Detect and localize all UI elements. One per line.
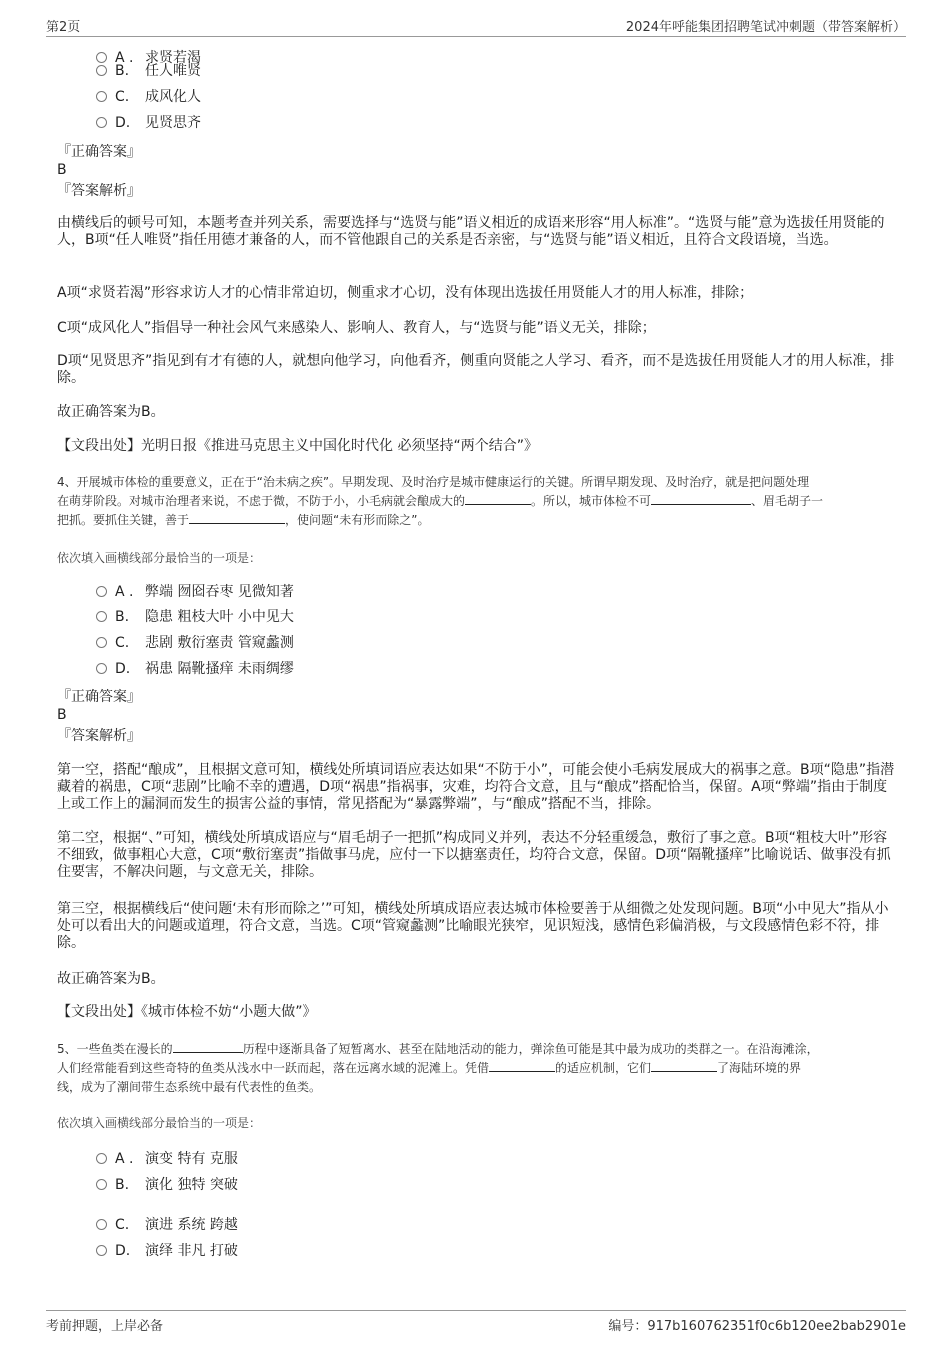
page-header (46, 14, 906, 37)
radio-icon[interactable] (96, 586, 107, 597)
q4-option-b[interactable]: B. 隐患 粗枝大叶 小中见大 (96, 607, 294, 627)
q4-prompt: 依次填入画横线部分最恰当的一项是： (57, 551, 262, 565)
radio-icon[interactable] (96, 65, 107, 76)
q4-option-d[interactable]: D. 祸患 隔靴搔痒 未雨绸缪 (96, 659, 294, 679)
page-number: 第2页 (46, 20, 81, 35)
blank (651, 1059, 717, 1072)
blank (173, 1040, 243, 1053)
q3-answer: B (57, 162, 67, 178)
q5-option-d[interactable]: D. 演绎 非凡 打破 (96, 1241, 238, 1261)
radio-icon[interactable] (96, 1179, 107, 1190)
q4-analysis-para: 第二空，根据“、”可知，横线处所填成语应与“眉毛胡子一把抓”构成同义并列，表达不分轻重缓急，敷衍了事之意。B项“粗枝大叶”形容不细致，做事粗心大意，C项“敷衍塞责”指做事马虎，应付一下以搪塞责任，均符合文意，保留。D项“隔靴搔痒”比喻说话、做事没有抓住要害，不解决问题，与文意无关，排除。 (57, 830, 891, 880)
q4-source: 【文段出处】《城市体检不妨“小题大做”》 (57, 1004, 317, 1020)
q5-stem: 5、一些鱼类在漫长的 历程中逐渐具备了短暂离水、甚至在陆地活动的能力，弹涂鱼可能是其中最为成功的类群之一。在沿海滩涂， 人们经常能看到这些奇特的鱼类从浅水中一跃而起，落在远离水域的泥滩上。凭借 的适应机制，它们 了海陆环境的界 线，成为了潮间带生态系统中最有代表性的鱼类。 (57, 1042, 819, 1094)
q3-option-c[interactable]: C. 成风化人 (96, 87, 201, 107)
radio-icon[interactable] (96, 663, 107, 674)
q4-conclusion: 故正确答案为B。 (57, 971, 165, 987)
q3-option-d[interactable]: D. 见贤思齐 (96, 113, 201, 133)
q4-stem: 4、开展城市体检的重要意义，正在于“治未病之疾”。早期发现、及时治疗是城市健康运行的关键。所谓早期发现、及时治疗，就是把问题处理 在萌芽阶段。对城市治理者来说，不虑于微，不防于小，小毛病就会酿成大的 。所以，城市体检不可 、眉毛胡子一 把抓。要抓住关键，善于 ，使问题“未有形而除之”。 (57, 475, 824, 527)
radio-icon[interactable] (96, 637, 107, 648)
radio-icon[interactable] (96, 1153, 107, 1164)
q4-answer: B (57, 707, 67, 723)
blank (465, 492, 531, 505)
q3-analysis-para: A项“求贤若渴”形容求访人才的心情非常迫切，侧重求才心切，没有体现出选拔任用贤能人才的用人标准，排除； (57, 285, 754, 301)
q3-option-b[interactable]: B. 任人唯贤 (96, 61, 201, 81)
q3-analysis-para: C项“成风化人”指倡导一种社会风气来感染人、影响人、教育人，与“选贤与能”语义无关，排除； (57, 320, 656, 336)
document-title: 2024年呼能集团招聘笔试冲刺题（带答案解析） (625, 20, 906, 35)
q3-answer-label: 『正确答案』 (57, 144, 141, 160)
document-id: 编号：917b160762351f0c6b120ee2bab2901e (608, 1319, 906, 1334)
blank (489, 1059, 555, 1072)
q4-analysis-para: 第一空，搭配“酿成”，且根据文意可知，横线处所填词语应表达如果“不防于小”，可能会使小毛病发展成大的祸事之意。B项“隐患”指潜藏着的祸患，C项“悲剧”比喻不幸的遭遇，D项“祸患”指祸事，灾难，均符合文意，且与“酿成”搭配恰当，保留。A项“弊端”指由于制度上或工作上的漏洞而发生的损害公益的事情，常见搭配为“暴露弊端”，与“酿成”搭配不当，排除。 (57, 762, 895, 812)
q5-option-c[interactable]: C. 演进 系统 跨越 (96, 1215, 238, 1235)
q4-analysis-para: 第三空，根据横线后“使问题‘未有形而除之’”可知，横线处所填成语应表达城市体检要善于从细微之处发现问题。B项“小中见大”指从小处可以看出大的问题或道理，符合文意，当选。C项“管窥蠡测”比喻眼光狭窄，见识短浅，感情色彩偏消极，与文段感情色彩不符，排除。 (57, 901, 889, 951)
radio-icon[interactable] (96, 1245, 107, 1256)
q5-option-b[interactable]: B. 演化 独特 突破 (96, 1175, 238, 1195)
q4-option-c[interactable]: C. 悲剧 敷衍塞责 管窥蠡测 (96, 633, 294, 653)
blank (189, 511, 285, 524)
q3-analysis-para: 由横线后的顿号可知，本题考查并列关系，需要选择与“选贤与能”语义相近的成语来形容“用人标准”。“选贤与能”意为选拔任用贤能的人，B项“任人唯贤”指任用德才兼备的人，而不管他跟自己的关系是否亲密，与“选贤与能”语义相近，且符合文段语境，当选。 (57, 215, 885, 248)
q3-analysis-para: D项“见贤思齐”指见到有才有德的人，就想向他学习，向他看齐，侧重向贤能之人学习、看齐，而不是选拔任用贤能人才的用人标准，排除。 (57, 353, 895, 386)
q4-option-a[interactable]: A . 弊端 囫囵吞枣 见微知著 (96, 582, 294, 602)
radio-icon[interactable] (96, 117, 107, 128)
q5-prompt: 依次填入画横线部分最恰当的一项是： (57, 1116, 262, 1130)
q3-analysis-label: 『答案解析』 (57, 183, 141, 199)
blank (651, 492, 751, 505)
q4-answer-label: 『正确答案』 (57, 689, 141, 705)
q4-analysis-label: 『答案解析』 (57, 728, 141, 744)
footer-slogan: 考前押题，上岸必备 (46, 1319, 164, 1334)
radio-icon[interactable] (96, 611, 107, 622)
q5-option-a[interactable]: A . 演变 特有 克服 (96, 1149, 238, 1169)
radio-icon[interactable] (96, 1219, 107, 1230)
q3-conclusion: 故正确答案为B。 (57, 404, 165, 420)
radio-icon[interactable] (96, 91, 107, 102)
q3-source: 【文段出处】光明日报《推进马克思主义中国化时代化 必须坚持“两个结合”》 (57, 438, 538, 454)
page-footer (46, 1310, 906, 1333)
q3-option-a[interactable]: A . 求贤若渴 (96, 48, 201, 68)
